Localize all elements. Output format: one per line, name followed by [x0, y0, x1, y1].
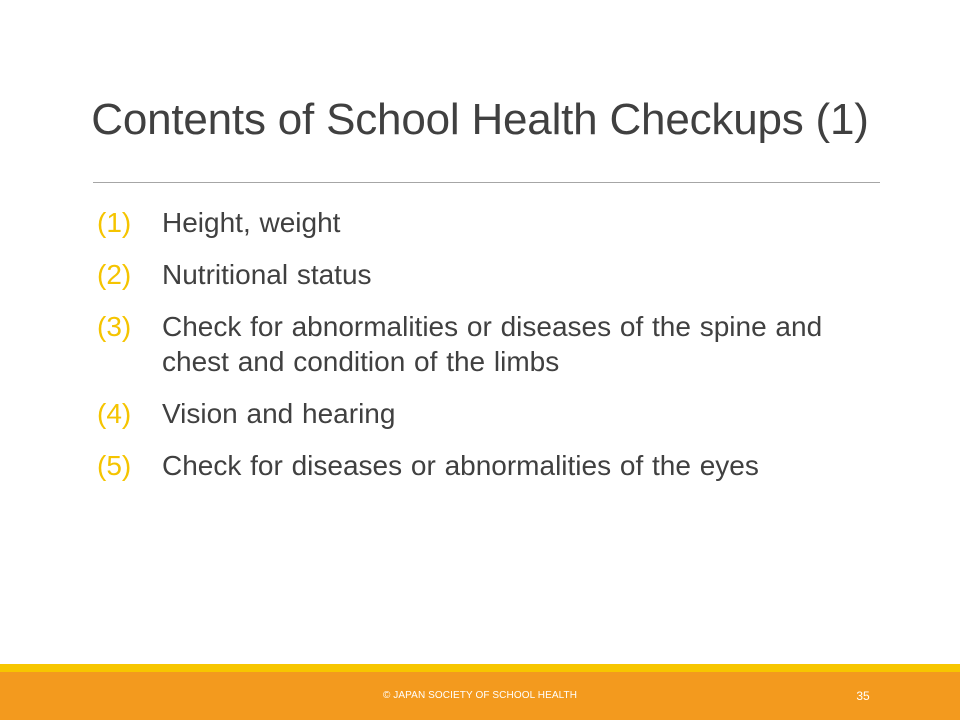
list-item-number: (1) — [97, 207, 132, 238]
list-item — [97, 309, 887, 379]
list-item-text: Nutritional status — [162, 259, 372, 290]
list-item-number: (5) — [97, 450, 132, 481]
list-item — [97, 205, 887, 240]
page-number: 35 — [856, 689, 870, 703]
footer-copyright: © JAPAN SOCIETY OF SCHOOL HEALTH — [382, 690, 578, 701]
list-item-number: (4) — [97, 398, 132, 429]
checkup-list — [97, 205, 887, 500]
list-item — [97, 448, 887, 483]
list-item-text: Vision and hearing — [162, 398, 396, 429]
list-item-text: Check for diseases or abnormalities of the eyes — [162, 450, 759, 481]
list-item — [97, 396, 887, 431]
list-item-text: Check for abnormalities or diseases of the spine and chest and condition of the limbs — [162, 311, 823, 377]
list-item-text: Height, weight — [162, 207, 341, 238]
list-item — [97, 257, 887, 292]
slide-title: Contents of School Health Checkups (1) — [91, 95, 869, 144]
list-item-number: (2) — [97, 259, 132, 290]
footer-accent-stripe — [0, 664, 960, 672]
title-divider — [93, 182, 880, 183]
list-item-number: (3) — [97, 311, 132, 342]
